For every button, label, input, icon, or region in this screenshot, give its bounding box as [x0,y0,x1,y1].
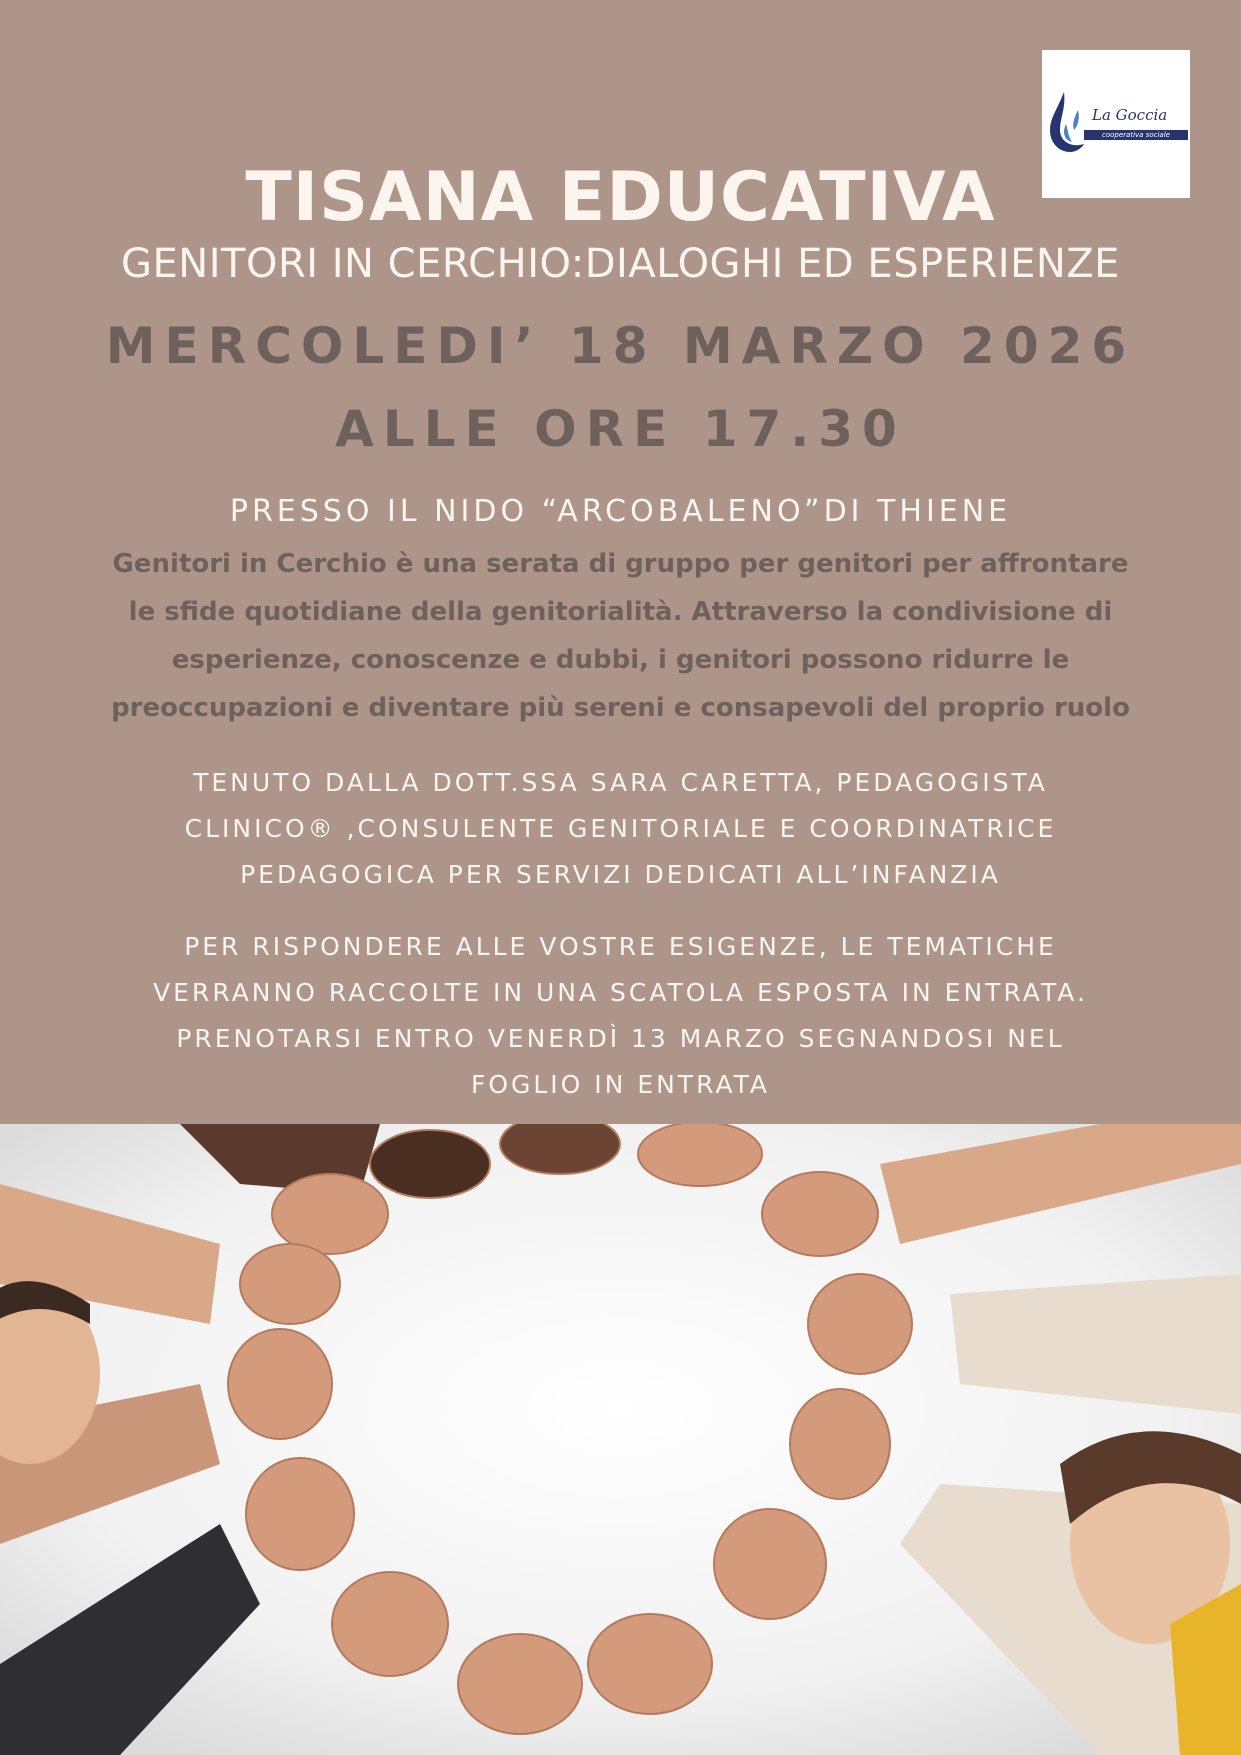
description-line: preoccupazioni e diventare più sereni e consapevoli del proprio ruolo [111,693,1130,723]
booking-note [0,924,1241,1108]
logo-tagline: cooperativa sociale [1084,130,1188,140]
hands-circle-photo [0,1124,1241,1755]
event-description [0,540,1241,732]
presenter-line: PEDAGOGICA PER SERVIZI DEDICATI ALL’INFANZIA [240,860,1001,889]
note-line: PRENOTARSI ENTRO VENERDÌ 13 MARZO SEGNANDOSI NEL [176,1024,1065,1053]
note-line: VERRANNO RACCOLTE IN UNA SCATOLA ESPOSTA IN ENTRATA. [153,978,1088,1007]
logo-name: La Goccia [1092,106,1168,124]
description-line: le sfide quotidiane della genitorialità. Attraverso la condivisione di [128,597,1113,627]
event-title: TISANA EDUCATIVA [245,158,996,237]
presenter-info [0,760,1241,898]
event-venue: PRESSO IL NIDO “ARCOBALENO”DI THIENE [229,494,1012,529]
note-line: FOGLIO IN ENTRATA [470,1070,771,1099]
note-line: PER RISPONDERE ALLE VOSTRE ESIGENZE, LE TEMATICHE [184,932,1057,961]
event-subtitle: GENITORI IN CERCHIO:DIALOGHI ED ESPERIENZE [121,241,1120,287]
presenter-line: CLINICO® ,CONSULENTE GENITORIALE E COORDINATRICE [184,814,1057,843]
description-line: Genitori in Cerchio è una serata di gruppo per genitori per affrontare [112,549,1129,579]
event-date: MERCOLEDI’ 18 MARZO 2026 [105,317,1136,375]
description-line: esperienze, conoscenze e dubbi, i genitori possono ridurre le [171,645,1070,675]
event-time: ALLE ORE 17.30 [335,400,906,458]
presenter-line: TENUTO DALLA DOTT.SSA SARA CARETTA, PEDAGOGISTA [193,768,1048,797]
